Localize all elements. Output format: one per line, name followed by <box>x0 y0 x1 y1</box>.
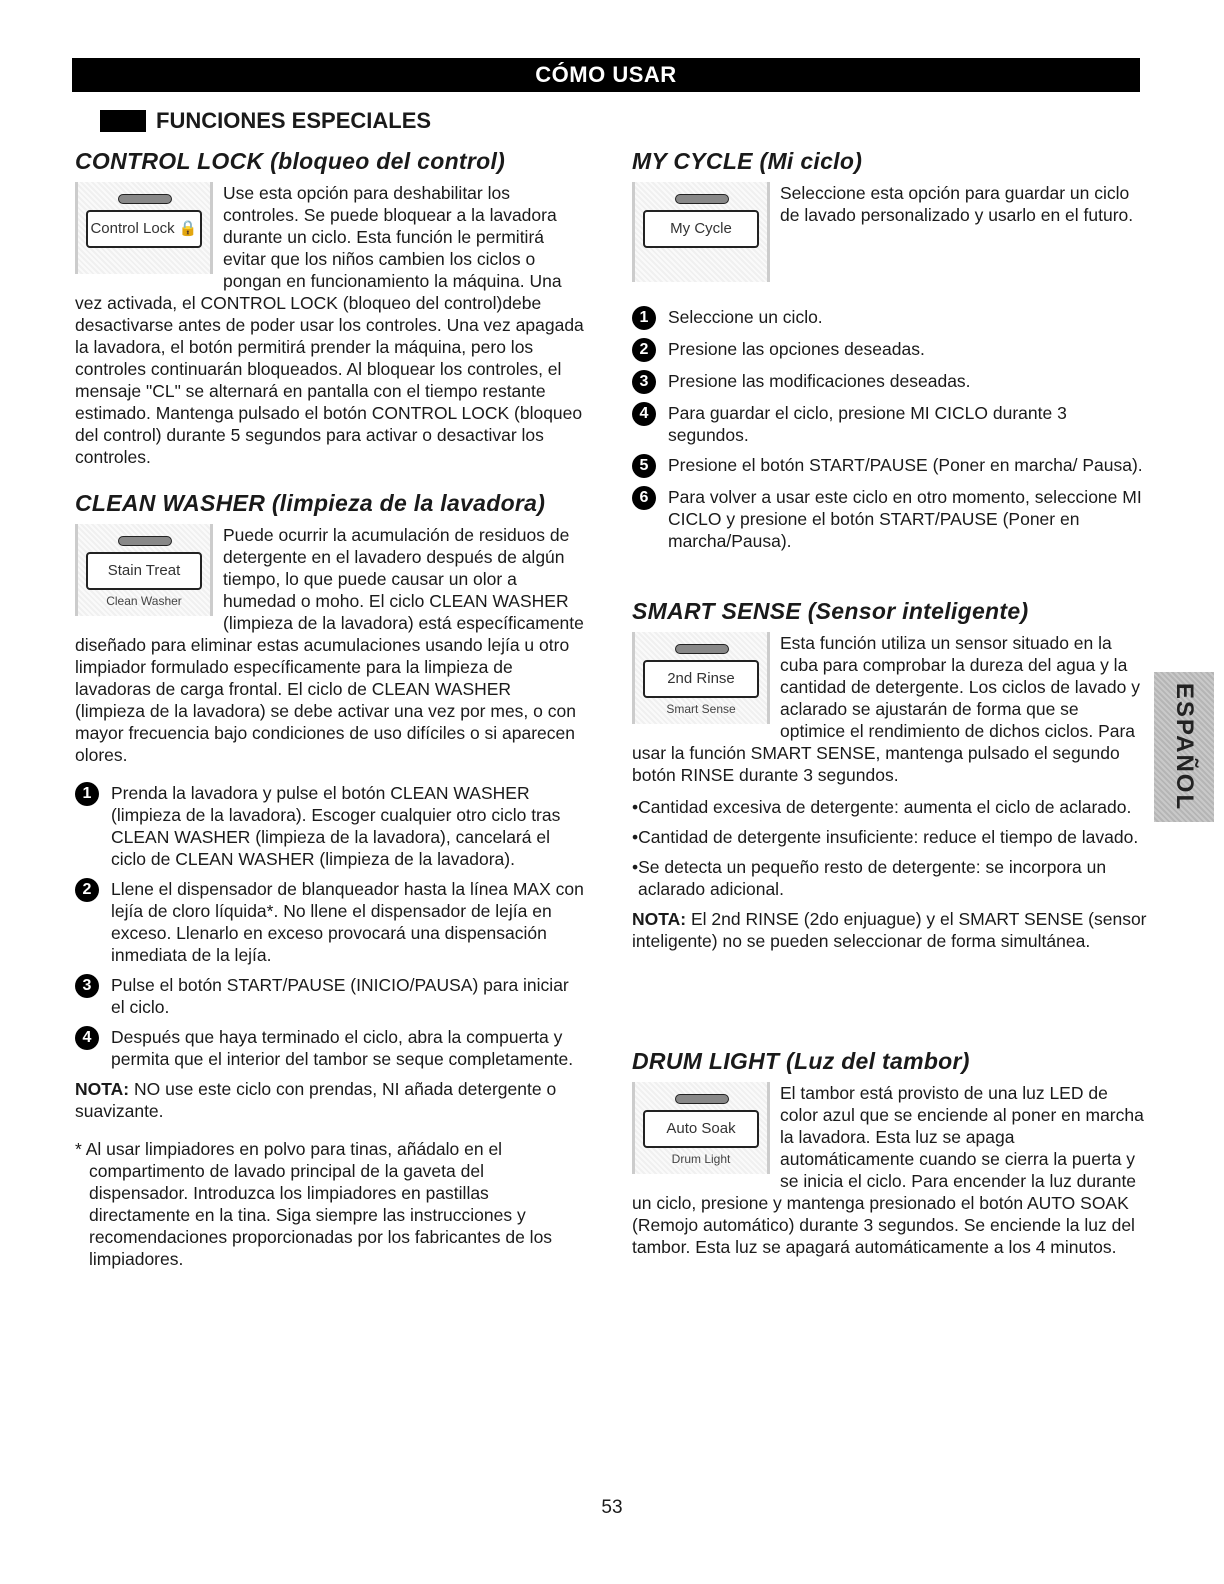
section-clean-washer <box>75 492 585 1270</box>
clean-washer-panel-image <box>75 524 213 616</box>
section-text: Esta función utiliza un sensor situado en la cuba para comprobar la dureza del agua y la cantidad de detergente. Los ciclos de lavado y aclarado se ajustarán de forma que se optimice el rendimiento de dichos ciclos. Para usar la función SMART SENSE, mantenga pulsado el segundo botón RINSE durante 3 segundos. <box>632 633 1140 785</box>
bullet-item: •Se detecta un pequeño resto de detergente: se incorpora un aclarado adicional. <box>632 857 1107 899</box>
steps-list <box>632 286 1152 552</box>
indicator-led <box>118 194 172 204</box>
section-text: Puede ocurrir la acumulación de residuos de detergente en el lavadero después de algún tiempo, lo que puede causar un olor a humedad o moho. El ciclo CLEAN WASHER (limpieza de la lavadora) está específicamente diseñado para eliminar estas acumulaciones usando lejía u otro limpiador formulado específicamente para la limpieza de lavadoras de carga frontal. El ciclo de CLEAN WASHER (limpieza de la lavadora) se debe activar una vez por mes, o con mayor frecuencia bajo condiciones de uso difíciles o si aparecen olores. <box>75 525 584 765</box>
panel-sublabel: Drum Light <box>671 1152 731 1166</box>
bullet-item: •Cantidad excesiva de detergente: aumenta el ciclo de aclarado. <box>632 797 1132 817</box>
step-item: 4 Después que haya terminado el ciclo, abra la compuerta y permita que el interior del tambor se seque completamente. <box>75 1026 585 1070</box>
section-text: El tambor está provisto de una luz LED de color azul que se enciende al poner en marcha la lavadora. Esta luz se apaga automáticamente cuando se cierra la puerta y se inicia el ciclo. Para encender la luz durante un ciclo, presione y mantenga presionado el botón AUTO SOAK (Remojo automático) durante 3 segundos. Se enciende la luz del tambor. Esta luz se apagará automáticamente a los 4 minutos. <box>632 1083 1144 1257</box>
section-text: Seleccione esta opción para guardar un ciclo de lavado personalizado y usarlo en el futuro. <box>780 183 1134 225</box>
step-item: 4 Para guardar el ciclo, presione MI CICLO durante 3 segundos. <box>632 402 1152 446</box>
stain-treat-button-image: Stain Treat <box>86 552 202 590</box>
section-drum-light <box>632 1050 1147 1258</box>
control-lock-panel-image <box>75 182 213 274</box>
panel-sublabel: Clean Washer <box>106 594 182 608</box>
smart-sense-panel-image <box>632 632 770 724</box>
step-item: 1 Prenda la lavadora y pulse el botón CLEAN WASHER (limpieza de la lavadora). Escoger cualquier otro ciclo tras CLEAN WASHER (limpieza de la lavadora), cancelará el ciclo de CLEAN WASHER (limpieza de la lavadora). <box>75 782 585 870</box>
second-rinse-button-image: 2nd Rinse <box>643 660 759 698</box>
step-item: 3 Presione las modificaciones deseadas. <box>632 370 1152 394</box>
section-title: SMART SENSE (Sensor inteligente) <box>632 598 1029 624</box>
bullet-item: •Cantidad de detergente insuficiente: reduce el tiempo de lavado. <box>632 827 1139 847</box>
step-item: 2 Presione las opciones deseadas. <box>632 338 1152 362</box>
auto-soak-button-image: Auto Soak <box>643 1110 759 1148</box>
lock-icon: 🔒 <box>178 220 198 237</box>
my-cycle-panel-image <box>632 182 770 282</box>
section-text: Use esta opción para deshabilitar los controles. Se puede bloquear a la lavadora durante un ciclo. Esta función le permitirá evitar que los niños cambien los ciclos o pongan en funcionamiento la máquina. Una vez activada, el CONTROL LOCK (bloqueo del control)debe desactivarse antes de poder usar los controles. Una vez apagada la lavadora, el botón permitirá prender la máquina, pero los controles continuarán bloqueados. Al bloquear los controles, el mensaje "CL" se alternará en pantalla con el tiempo restante estimado. Mantenga pulsado el botón CONTROL LOCK (bloqueo del control) durante 5 segundos para activar o desactivar los controles. <box>75 183 584 467</box>
subheader-marker <box>100 110 146 132</box>
section-control-lock <box>75 150 585 468</box>
note: NOTA: El 2nd RINSE (2do enjuague) y el SMART SENSE (sensor inteligente) no se pueden seleccionar de forma simultánea. <box>632 909 1147 951</box>
control-lock-button-image: Control Lock 🔒 <box>86 210 202 248</box>
section-title: DRUM LIGHT (Luz del tambor) <box>632 1048 970 1074</box>
step-item: 3 Pulse el botón START/PAUSE (INICIO/PAUSA) para iniciar el ciclo. <box>75 974 585 1018</box>
step-item: 2 Llene el dispensador de blanqueador hasta la línea MAX con lejía de cloro líquida*. No llene el dispensador de lejía en exceso. Llenarlo en exceso provocará una dispensación inmediata de la lejía. <box>75 878 585 966</box>
indicator-led <box>118 536 172 546</box>
section-title: CLEAN WASHER (limpieza de la lavadora) <box>75 490 546 516</box>
my-cycle-button-image: My Cycle <box>643 210 759 248</box>
note: NOTA: NO use este ciclo con prendas, NI añada detergente o suavizante. <box>75 1079 557 1121</box>
step-item: 6 Para volver a usar este ciclo en otro momento, seleccione MI CICLO y presione el botón START/PAUSE (Poner en marcha/Pausa). <box>632 486 1152 552</box>
panel-sublabel: Smart Sense <box>666 702 736 716</box>
section-header-bar: CÓMO USAR <box>72 58 1140 92</box>
indicator-led <box>675 194 729 204</box>
section-my-cycle <box>632 150 1152 560</box>
language-side-tab: ESPAÑOL <box>1154 672 1214 822</box>
subheader <box>100 108 431 134</box>
step-item: 1 Seleccione un ciclo. <box>632 306 1152 330</box>
section-title: MY CYCLE (Mi ciclo) <box>632 148 863 174</box>
indicator-led <box>675 1094 729 1104</box>
subheader-text: FUNCIONES ESPECIALES <box>156 108 432 133</box>
step-item: 5 Presione el botón START/PAUSE (Poner en marcha/ Pausa). <box>632 454 1152 478</box>
page-number: 53 <box>601 1497 623 1518</box>
drum-light-panel-image <box>632 1082 770 1174</box>
footnote: * Al usar limpiadores en polvo para tinas, añádalo en el compartimento de lavado principal de la gaveta del dispensador. Introduzca los limpiadores en pastillas directamente en la tina. Siga siempre las instrucciones y recomendaciones proporcionadas por los fabricantes de los limpiadores. <box>75 1139 553 1269</box>
section-title: CONTROL LOCK (bloqueo del control) <box>75 148 506 174</box>
bullet-list <box>632 796 1147 900</box>
steps-list <box>75 782 585 1070</box>
indicator-led <box>675 644 729 654</box>
section-smart-sense <box>632 600 1147 952</box>
